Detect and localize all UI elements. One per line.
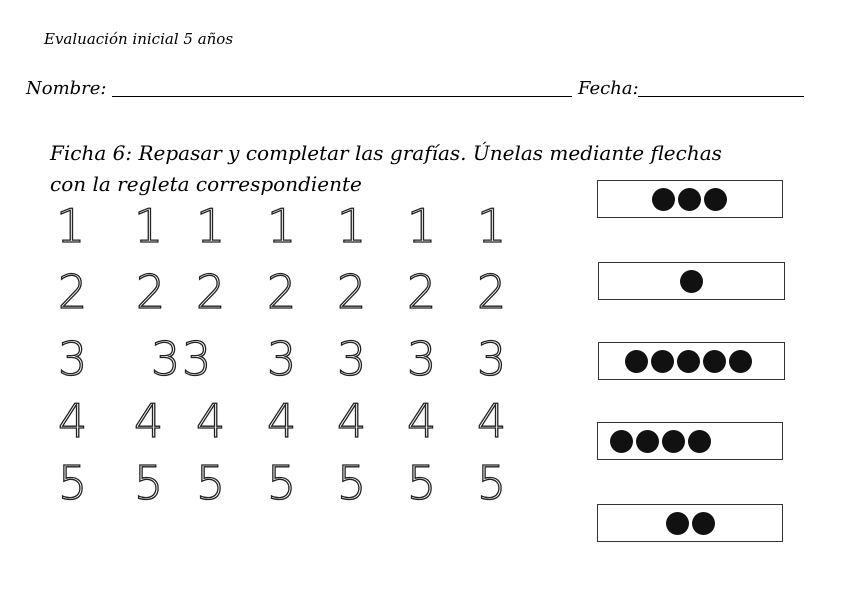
date-label: Fecha: [578,78,639,99]
tracing-digit: 1 [477,199,507,253]
tracing-digit: 2 [337,265,367,319]
regleta-dot [680,270,703,293]
tracing-digit: 4 [134,394,164,448]
date-line [638,96,804,97]
tracing-digit: 5 [134,456,164,510]
tracing-digit: 5 [267,456,297,510]
tracing-digit: 2 [196,265,226,319]
tracing-digit: 2 [58,265,88,319]
tracing-digit: 4 [337,394,367,448]
regleta-dot [636,430,659,453]
tracing-digit: 4 [267,394,297,448]
tracing-digit: 1 [407,199,437,253]
tracing-digit: 1 [134,199,164,253]
regleta-box-2 [597,504,783,542]
tracing-digit: 3 [151,332,181,386]
regleta-dot [625,350,648,373]
tracing-digit: 1 [337,199,367,253]
tracing-digit: 5 [477,456,507,510]
tracing-digit: 5 [196,456,226,510]
tracing-digit: 3 [182,332,212,386]
tracing-digit: 3 [477,332,507,386]
tracing-digit: 3 [267,332,297,386]
regleta-dot [703,350,726,373]
regleta-dot [666,512,689,535]
instruction-line-1: Ficha 6: Repasar y completar las grafías. Únelas mediante flechas [50,141,722,165]
regleta-dot [652,188,675,211]
tracing-digit: 4 [58,394,88,448]
regleta-dot [662,430,685,453]
tracing-digit: 5 [58,456,88,510]
tracing-digit: 1 [56,199,86,253]
worksheet-title: Evaluación inicial 5 años [44,30,234,48]
name-line [112,96,572,97]
regleta-dot [692,512,715,535]
tracing-digit: 1 [267,199,297,253]
tracing-digit: 3 [58,332,88,386]
regleta-dot [688,430,711,453]
tracing-digit: 1 [196,199,226,253]
tracing-digit: 4 [407,394,437,448]
tracing-digit: 4 [477,394,507,448]
tracing-digit: 2 [136,265,166,319]
name-label: Nombre: [26,78,107,99]
tracing-digit: 2 [477,265,507,319]
regleta-dot [651,350,674,373]
tracing-digit: 4 [196,394,226,448]
tracing-digit: 3 [337,332,367,386]
tracing-digit: 2 [267,265,297,319]
tracing-digit: 5 [337,456,367,510]
regleta-dot [610,430,633,453]
regleta-dot [678,188,701,211]
tracing-digit: 3 [407,332,437,386]
regleta-dot [677,350,700,373]
tracing-digit: 5 [407,456,437,510]
instruction-line-2: con la regleta correspondiente [50,172,362,196]
tracing-digit: 2 [407,265,437,319]
regleta-dot [729,350,752,373]
regleta-dot [704,188,727,211]
